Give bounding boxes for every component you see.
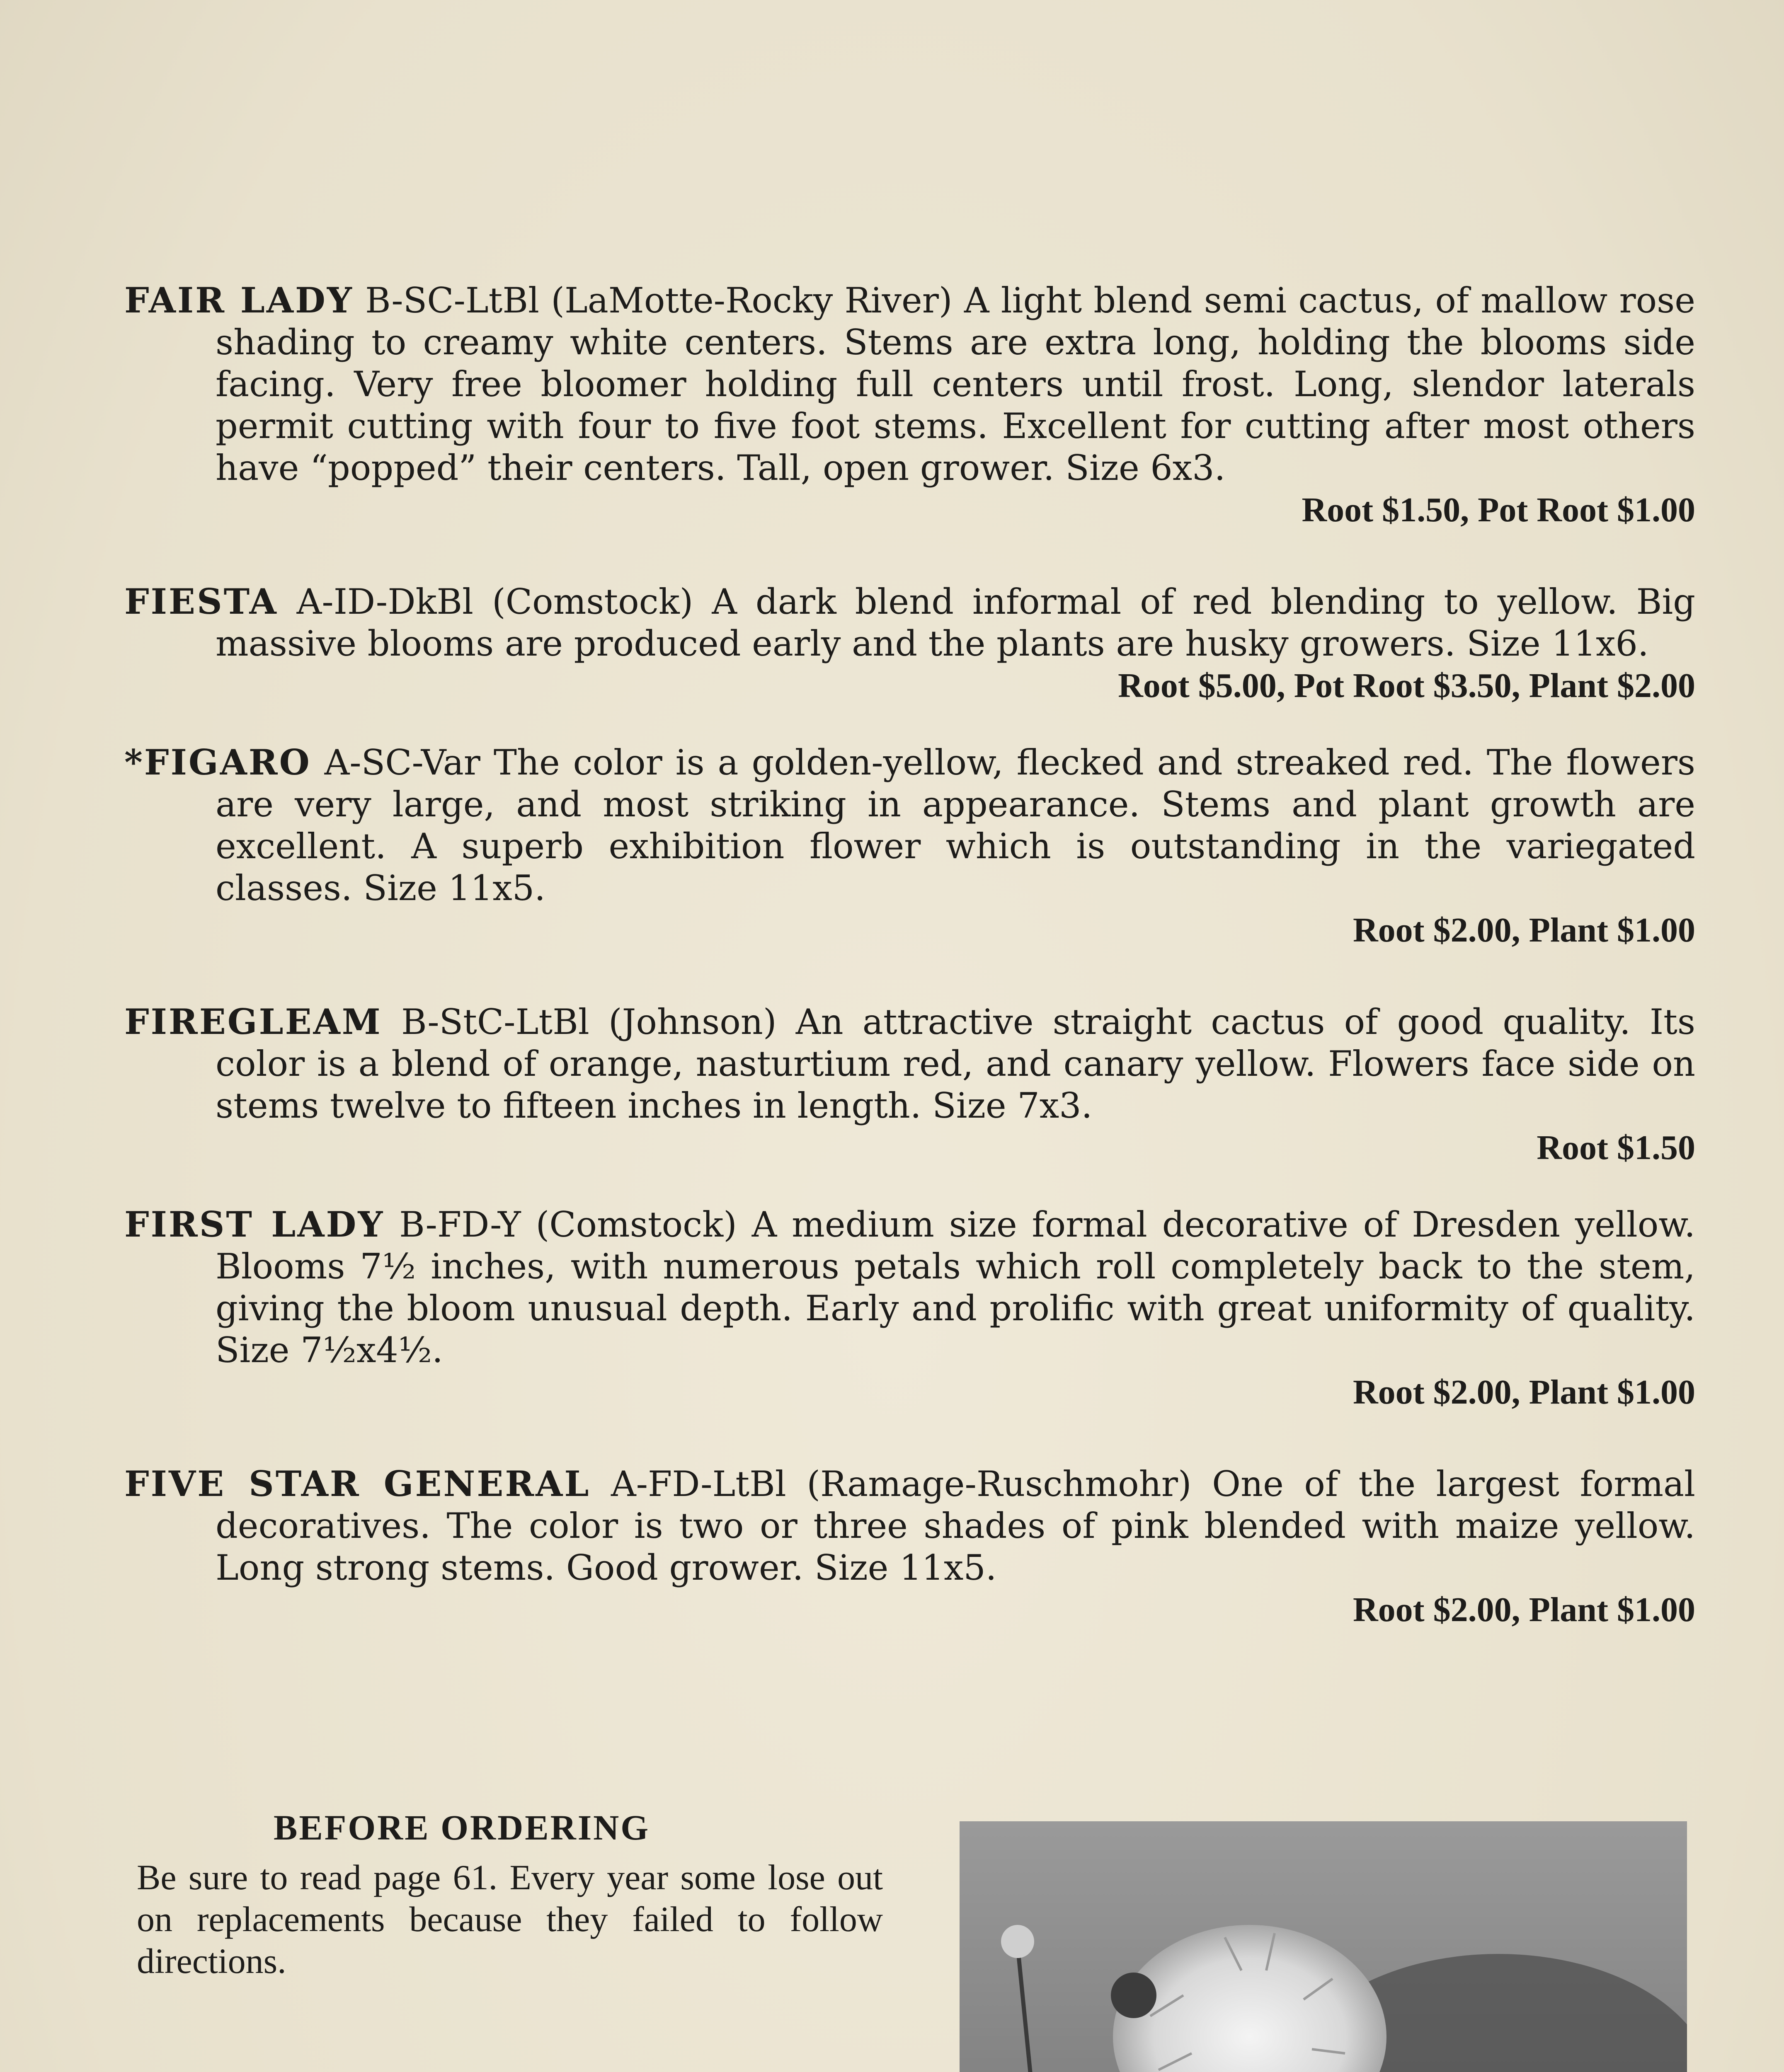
entry-price: Root $5.00, Pot Root $3.50, Plant $2.00 [1118, 666, 1695, 705]
entry-description: B-FD-Y (Comstock) A medium size formal decorative of Dresden yellow. Blooms 7½ inches, with numerous petals which roll completely back to the stem, giving the bloom unusual depth. Early and prolific with great uniformity of quality. Size 7½x4½. [216, 1204, 1695, 1370]
catalog-entry-figaro [124, 741, 1695, 951]
entry-price: Root $2.00, Plant $1.00 [1353, 911, 1695, 949]
entry-name: *FIGARO [124, 742, 311, 783]
entry-price: Root $1.50 [1537, 1128, 1695, 1167]
entry-name: FAIR LADY [124, 280, 354, 321]
entry-description: A-SC-Var The color is a golden-yellow, flecked and streaked red. The flowers are very large, and most striking in appearance. Stems and plant growth are excellent. A superb exhibition flower which is outstanding in the variegated classes. Size 11x5. [216, 742, 1695, 908]
entry-description: A-ID-DkBl (Comstock) A dark blend informal of red blending to yellow. Big massive blooms are produced early and the plants are husky growers. Size 11x6. [216, 581, 1695, 664]
entry-price: Root $2.00, Plant $1.00 [1353, 1373, 1695, 1411]
catalog-entry-fiesta [124, 581, 1695, 707]
catalog-entry-five-star-general [124, 1463, 1695, 1631]
notice-body: Be sure to read page 61. Every year some lose out on replacements because they failed to follow directions. [137, 1857, 883, 1981]
entry-description: B-SC-LtBl (LaMotte-Rocky River) A light blend semi cactus, of mallow rose shading to creamy white centers. Stems are extra long, holding the blooms side facing. Very free bloomer holding full centers until frost. Long, slendor laterals permit cutting with four to five foot stems. Excellent for cutting after most others have “popped” their centers. Tall, open grower. Size 6x3. [216, 280, 1695, 488]
entry-description: A-FD-LtBl (Ramage-Ruschmohr) One of the largest formal decoratives. The color is two or three shades of pink blended with maize yellow. Long strong stems. Good grower. Size 11x5. [216, 1464, 1695, 1588]
catalog-entry-firegleam [124, 1001, 1695, 1169]
notice-title: BEFORE ORDERING [274, 1808, 650, 1847]
dahlia-photo [960, 1821, 1687, 2072]
dahlia-photo-illustration [960, 1821, 1687, 2072]
entry-price: Root $1.50, Pot Root $1.00 [1302, 491, 1695, 529]
entry-name: FIESTA [124, 581, 278, 622]
entry-price: Root $2.00, Plant $1.00 [1353, 1590, 1695, 1629]
entry-name: FIVE STAR GENERAL [124, 1463, 591, 1504]
catalog-entry-first-lady [124, 1203, 1695, 1413]
dahlia-catalog-list [124, 244, 1695, 1660]
entry-name: FIREGLEAM [124, 1001, 382, 1042]
entry-description: B-StC-LtBl (Johnson) An attractive straight cactus of good quality. Its color is a blend of orange, nasturtium red, and canary yellow. Flowers face side on stems twelve to fifteen inches in length. Size 7x3. [216, 1002, 1696, 1126]
before-ordering-notice [137, 1807, 883, 1982]
entry-name: FIRST LADY [124, 1204, 385, 1245]
catalog-entry-fair-lady [124, 279, 1695, 531]
